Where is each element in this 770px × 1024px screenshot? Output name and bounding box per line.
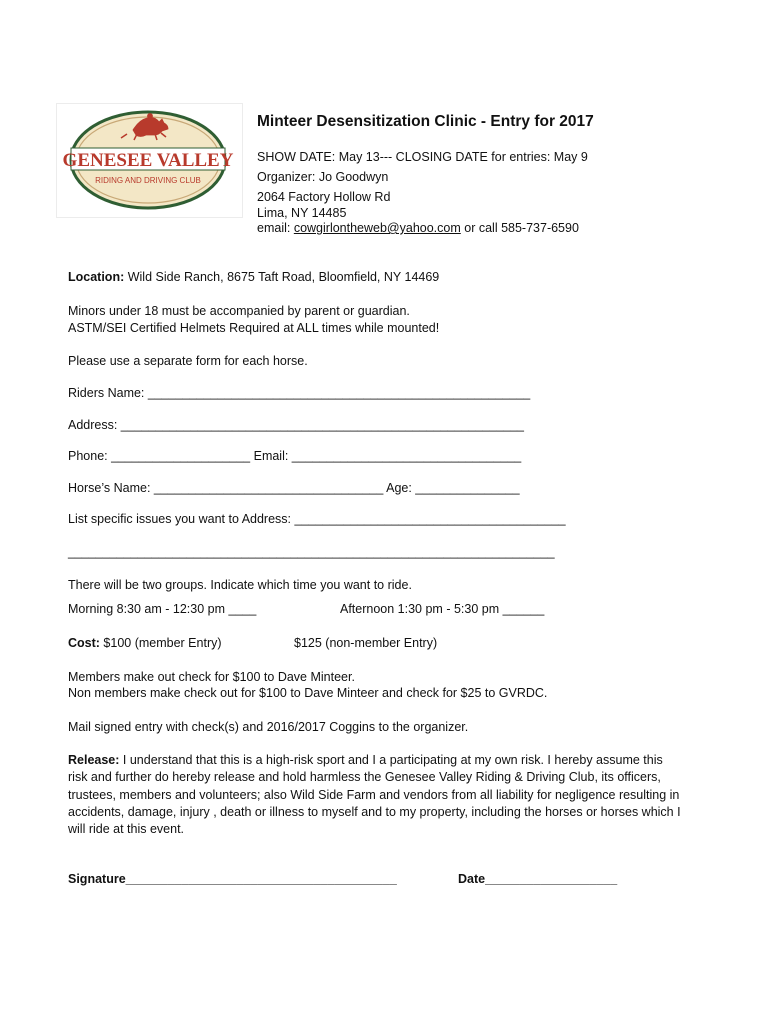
address-field[interactable]: Address: __________________________________________________________ — [68, 418, 525, 432]
organizer-address-line2: Lima, NY 14485 — [257, 206, 347, 220]
release-text: I understand that this is a high-risk sport and I a participating at my own risk. I hereby assume this risk and further do hereby release and hold harmless the Genesee Valley Riding & Driving Club, its officers, trustees, members and volunteers; also Wild Side Farm and vendors from all liability for negligence resulting in accidents, damage, injury , death or illness to myself and to my property, including the horses or horses which I will ride at this event. — [68, 753, 681, 837]
signature-field[interactable]: Signature_______________________________________ — [68, 872, 397, 886]
date-field[interactable]: Date___________________ — [458, 872, 618, 886]
cost-member — [68, 636, 222, 650]
show-date: SHOW DATE: May 13--- CLOSING DATE for entries: May 9 — [257, 150, 588, 164]
rider-name-field[interactable]: Riders Name: _______________________________________________________ — [68, 386, 531, 400]
afternoon-option[interactable]: Afternoon 1:30 pm - 5:30 pm ______ — [340, 602, 545, 616]
logo-title: GENESEE VALLEY — [62, 150, 234, 171]
mail-note: Mail signed entry with check(s) and 2016/2017 Coggins to the organizer. — [68, 720, 469, 734]
email-link[interactable]: cowgirlontheweb@yahoo.com — [293, 221, 461, 235]
separate-form-note: Please use a separate form for each horse. — [68, 354, 308, 368]
groups-intro: There will be two groups. Indicate which time you want to ride. — [68, 578, 412, 592]
cost-member-text: $100 (member Entry) — [99, 636, 222, 650]
morning-option[interactable]: Morning 8:30 am - 12:30 pm ____ — [68, 602, 257, 616]
logo-subtitle: RIDING AND DRIVING CLUB — [95, 176, 201, 185]
members-payment-note: Members make out check for $100 to Dave Minteer. — [68, 670, 355, 684]
page-title: Minteer Desensitization Clinic - Entry for 2017 — [257, 113, 594, 130]
location-text: Wild Side Ranch, 8675 Taft Road, Bloomfield, NY 14469 — [124, 270, 440, 284]
release-paragraph — [68, 752, 683, 838]
organizer: Organizer: Jo Goodwyn — [257, 170, 389, 184]
issues-field[interactable]: List specific issues you want to Address: _______________________________________ — [68, 512, 566, 526]
contact-line — [257, 221, 579, 235]
issues-field-line2[interactable]: ______________________________________________________________________ — [68, 545, 555, 559]
organizer-address-line1: 2064 Factory Hollow Rd — [257, 190, 391, 204]
club-logo — [56, 103, 243, 218]
email-prefix: email: — [257, 221, 294, 235]
nonmembers-payment-note: Non members make check out for $100 to Dave Minteer and check for $25 to GVRDC. — [68, 686, 548, 700]
logo-emblem — [57, 104, 242, 217]
minors-note: Minors under 18 must be accompanied by parent or guardian. — [68, 304, 410, 318]
phone-email-field[interactable]: Phone: ____________________ Email: _________________________________ — [68, 449, 522, 463]
location-label: Location: — [68, 270, 125, 284]
horse-age-field[interactable]: Horse’s Name: _________________________________ Age: _______________ — [68, 481, 520, 495]
phone-text: or call 585-737-6590 — [460, 221, 579, 235]
helmet-note: ASTM/SEI Certified Helmets Required at ALL times while mounted! — [68, 321, 440, 335]
location-line — [68, 270, 439, 284]
release-label: Release: — [68, 753, 120, 767]
cost-label: Cost: — [68, 636, 100, 650]
cost-nonmember: $125 (non-member Entry) — [294, 636, 438, 650]
